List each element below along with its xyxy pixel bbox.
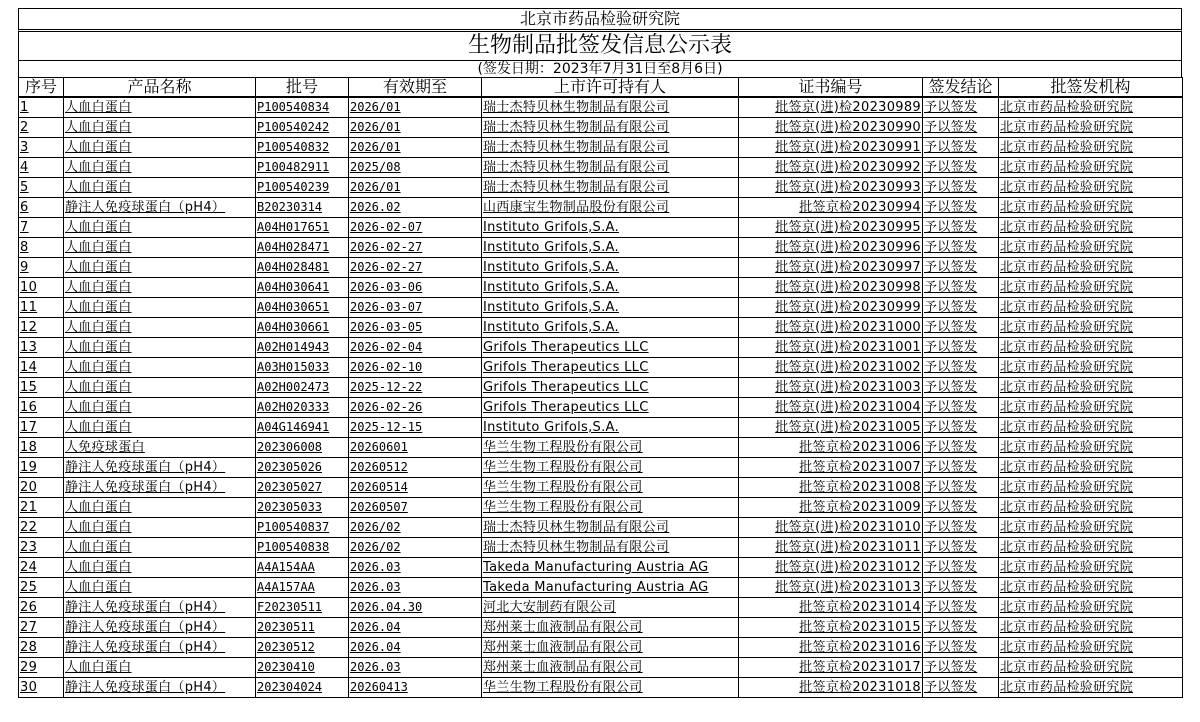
cell-product: 人血白蛋白	[64, 318, 256, 338]
cell-batch: A4A154AA	[256, 558, 349, 578]
col-header-certificate: 证书编号	[739, 78, 923, 98]
cell-expiry: 2026/01	[349, 138, 482, 158]
table-row	[19, 118, 1183, 138]
header-row	[19, 78, 1183, 98]
cell-product: 人血白蛋白	[64, 338, 256, 358]
cell-expiry: 2026-03-06	[349, 278, 482, 298]
cell-batch: A04H030641	[256, 278, 349, 298]
cell-conclusion: 予以签发	[923, 578, 999, 598]
cell-expiry: 2026-02-04	[349, 338, 482, 358]
cell-batch: P100540832	[256, 138, 349, 158]
cell-batch: A4A157AA	[256, 578, 349, 598]
cell-product: 静注人免疫球蛋白（pH4）	[64, 678, 256, 698]
table-row	[19, 538, 1183, 558]
cell-batch: A04H030651	[256, 298, 349, 318]
cell-index: 2	[19, 118, 64, 138]
cell-conclusion: 予以签发	[923, 658, 999, 678]
cell-product: 人免疫球蛋白	[64, 438, 256, 458]
cell-conclusion: 予以签发	[923, 258, 999, 278]
cell-certificate: 批签京(进)检20231003	[739, 378, 923, 398]
cell-batch: P100540837	[256, 518, 349, 538]
col-header-agency: 批签发机构	[999, 78, 1183, 98]
cell-expiry: 20260413	[349, 678, 482, 698]
cell-holder: Instituto Grifols,S.A.	[482, 258, 739, 278]
cell-expiry: 2026/01	[349, 118, 482, 138]
cell-conclusion: 予以签发	[923, 418, 999, 438]
cell-holder: 华兰生物工程股份有限公司	[482, 478, 739, 498]
cell-index: 14	[19, 358, 64, 378]
cell-certificate: 批签京检20231007	[739, 458, 923, 478]
cell-conclusion: 予以签发	[923, 498, 999, 518]
cell-certificate: 批签京检20231018	[739, 678, 923, 698]
table-row	[19, 378, 1183, 398]
cell-conclusion: 予以签发	[923, 378, 999, 398]
cell-batch: B20230314	[256, 198, 349, 218]
table-row	[19, 458, 1183, 478]
cell-conclusion: 予以签发	[923, 478, 999, 498]
cell-certificate: 批签京检20230994	[739, 198, 923, 218]
cell-holder: Instituto Grifols,S.A.	[482, 298, 739, 318]
page-title: 生物制品批签发信息公示表	[18, 29, 1182, 60]
cell-agency: 北京市药品检验研究院	[999, 638, 1183, 658]
cell-agency: 北京市药品检验研究院	[999, 498, 1183, 518]
cell-product: 人血白蛋白	[64, 358, 256, 378]
cell-holder: 瑞士杰特贝林生物制品有限公司	[482, 97, 739, 118]
table-row	[19, 518, 1183, 538]
cell-expiry: 2026-02-07	[349, 218, 482, 238]
cell-holder: Grifols Therapeutics LLC	[482, 358, 739, 378]
cell-product: 静注人免疫球蛋白（pH4）	[64, 458, 256, 478]
cell-agency: 北京市药品检验研究院	[999, 318, 1183, 338]
cell-product: 人血白蛋白	[64, 178, 256, 198]
cell-certificate: 批签京(进)检20230996	[739, 238, 923, 258]
cell-holder: 郑州莱士血液制品有限公司	[482, 658, 739, 678]
cell-index: 7	[19, 218, 64, 238]
cell-index: 27	[19, 618, 64, 638]
cell-holder: Instituto Grifols,S.A.	[482, 238, 739, 258]
cell-index: 4	[19, 158, 64, 178]
cell-index: 9	[19, 258, 64, 278]
cell-expiry: 2026/02	[349, 538, 482, 558]
cell-holder: 华兰生物工程股份有限公司	[482, 458, 739, 478]
cell-batch: 202306008	[256, 438, 349, 458]
cell-agency: 北京市药品检验研究院	[999, 118, 1183, 138]
cell-holder: 河北大安制药有限公司	[482, 598, 739, 618]
cell-batch: 20230410	[256, 658, 349, 678]
cell-batch: 202305033	[256, 498, 349, 518]
cell-certificate: 批签京检20231015	[739, 618, 923, 638]
table-row	[19, 658, 1183, 678]
table-row	[19, 638, 1183, 658]
table-row	[19, 598, 1183, 618]
cell-certificate: 批签京(进)检20231001	[739, 338, 923, 358]
cell-holder: Grifols Therapeutics LLC	[482, 398, 739, 418]
cell-index: 26	[19, 598, 64, 618]
cell-product: 人血白蛋白	[64, 418, 256, 438]
cell-agency: 北京市药品检验研究院	[999, 97, 1183, 118]
cell-expiry: 2026-03-05	[349, 318, 482, 338]
cell-index: 17	[19, 418, 64, 438]
cell-holder: 瑞士杰特贝林生物制品有限公司	[482, 118, 739, 138]
batch-release-table	[18, 77, 1183, 698]
cell-product: 人血白蛋白	[64, 658, 256, 678]
table-row	[19, 298, 1183, 318]
cell-batch: A02H002473	[256, 378, 349, 398]
cell-conclusion: 予以签发	[923, 298, 999, 318]
cell-index: 28	[19, 638, 64, 658]
cell-certificate: 批签京(进)检20230997	[739, 258, 923, 278]
cell-certificate: 批签京(进)检20231011	[739, 538, 923, 558]
cell-conclusion: 予以签发	[923, 158, 999, 178]
cell-product: 人血白蛋白	[64, 158, 256, 178]
cell-conclusion: 予以签发	[923, 318, 999, 338]
table-row	[19, 97, 1183, 118]
col-header-index: 序号	[19, 78, 64, 98]
cell-certificate: 批签京检20231008	[739, 478, 923, 498]
cell-conclusion: 予以签发	[923, 97, 999, 118]
cell-expiry: 2026.03	[349, 558, 482, 578]
cell-agency: 北京市药品检验研究院	[999, 398, 1183, 418]
cell-index: 25	[19, 578, 64, 598]
cell-product: 静注人免疫球蛋白（pH4）	[64, 618, 256, 638]
cell-expiry: 2026/01	[349, 178, 482, 198]
cell-holder: 郑州莱士血液制品有限公司	[482, 638, 739, 658]
cell-conclusion: 予以签发	[923, 358, 999, 378]
cell-certificate: 批签京(进)检20231010	[739, 518, 923, 538]
cell-index: 16	[19, 398, 64, 418]
cell-batch: A04H030661	[256, 318, 349, 338]
table-row	[19, 218, 1183, 238]
cell-certificate: 批签京(进)检20231002	[739, 358, 923, 378]
cell-conclusion: 予以签发	[923, 178, 999, 198]
cell-expiry: 2026-02-10	[349, 358, 482, 378]
table-row	[19, 498, 1183, 518]
cell-agency: 北京市药品检验研究院	[999, 378, 1183, 398]
cell-expiry: 2026/01	[349, 97, 482, 118]
cell-agency: 北京市药品检验研究院	[999, 478, 1183, 498]
cell-expiry: 2026-02-27	[349, 258, 482, 278]
cell-certificate: 批签京(进)检20231012	[739, 558, 923, 578]
cell-index: 19	[19, 458, 64, 478]
cell-certificate: 批签京(进)检20230991	[739, 138, 923, 158]
cell-index: 22	[19, 518, 64, 538]
cell-batch: 202305027	[256, 478, 349, 498]
cell-batch: P100540239	[256, 178, 349, 198]
cell-batch: P100540834	[256, 97, 349, 118]
cell-conclusion: 予以签发	[923, 618, 999, 638]
col-header-holder: 上市许可持有人	[482, 78, 739, 98]
cell-conclusion: 予以签发	[923, 558, 999, 578]
cell-agency: 北京市药品检验研究院	[999, 518, 1183, 538]
cell-index: 15	[19, 378, 64, 398]
cell-batch: A03H015033	[256, 358, 349, 378]
cell-agency: 北京市药品检验研究院	[999, 218, 1183, 238]
cell-index: 12	[19, 318, 64, 338]
table-row	[19, 258, 1183, 278]
table-row	[19, 398, 1183, 418]
cell-agency: 北京市药品检验研究院	[999, 458, 1183, 478]
cell-batch: 202305026	[256, 458, 349, 478]
table-row	[19, 158, 1183, 178]
table-row	[19, 558, 1183, 578]
col-header-conclusion: 签发结论	[923, 78, 999, 98]
cell-holder: Grifols Therapeutics LLC	[482, 338, 739, 358]
cell-conclusion: 予以签发	[923, 458, 999, 478]
cell-expiry: 20260507	[349, 498, 482, 518]
cell-holder: 山西康宝生物制品股份有限公司	[482, 198, 739, 218]
cell-batch: F20230511	[256, 598, 349, 618]
col-header-expiry: 有效期至	[349, 78, 482, 98]
cell-certificate: 批签京(进)检20231005	[739, 418, 923, 438]
table-row	[19, 178, 1183, 198]
cell-conclusion: 予以签发	[923, 678, 999, 698]
cell-product: 静注人免疫球蛋白（pH4）	[64, 198, 256, 218]
cell-certificate: 批签京(进)检20230998	[739, 278, 923, 298]
cell-certificate: 批签京(进)检20231000	[739, 318, 923, 338]
cell-index: 29	[19, 658, 64, 678]
cell-certificate: 批签京(进)检20230992	[739, 158, 923, 178]
table-row	[19, 198, 1183, 218]
cell-holder: Takeda Manufacturing Austria AG	[482, 578, 739, 598]
cell-index: 20	[19, 478, 64, 498]
cell-product: 人血白蛋白	[64, 498, 256, 518]
cell-agency: 北京市药品检验研究院	[999, 558, 1183, 578]
cell-holder: 瑞士杰特贝林生物制品有限公司	[482, 518, 739, 538]
cell-expiry: 2026.03	[349, 658, 482, 678]
cell-expiry: 20260514	[349, 478, 482, 498]
cell-index: 13	[19, 338, 64, 358]
cell-certificate: 批签京(进)检20230999	[739, 298, 923, 318]
cell-holder: 瑞士杰特贝林生物制品有限公司	[482, 138, 739, 158]
spreadsheet	[18, 8, 1182, 698]
cell-agency: 北京市药品检验研究院	[999, 658, 1183, 678]
cell-agency: 北京市药品检验研究院	[999, 678, 1183, 698]
cell-product: 人血白蛋白	[64, 518, 256, 538]
date-range: (签发日期：2023年7月31日至8月6日)	[18, 60, 1182, 77]
table-row	[19, 338, 1183, 358]
cell-product: 人血白蛋白	[64, 398, 256, 418]
cell-holder: Instituto Grifols,S.A.	[482, 418, 739, 438]
cell-holder: 郑州莱士血液制品有限公司	[482, 618, 739, 638]
cell-batch: P100540242	[256, 118, 349, 138]
col-header-product: 产品名称	[64, 78, 256, 98]
cell-agency: 北京市药品检验研究院	[999, 278, 1183, 298]
table-row	[19, 278, 1183, 298]
cell-certificate: 批签京(进)检20230993	[739, 178, 923, 198]
cell-expiry: 20260512	[349, 458, 482, 478]
table-row	[19, 478, 1183, 498]
cell-batch: A04G146941	[256, 418, 349, 438]
cell-conclusion: 予以签发	[923, 218, 999, 238]
cell-holder: 瑞士杰特贝林生物制品有限公司	[482, 178, 739, 198]
cell-product: 人血白蛋白	[64, 138, 256, 158]
cell-product: 人血白蛋白	[64, 538, 256, 558]
cell-certificate: 批签京检20231017	[739, 658, 923, 678]
cell-expiry: 2025/08	[349, 158, 482, 178]
cell-product: 人血白蛋白	[64, 298, 256, 318]
cell-expiry: 2025-12-22	[349, 378, 482, 398]
cell-product: 人血白蛋白	[64, 218, 256, 238]
table-row	[19, 138, 1183, 158]
cell-product: 人血白蛋白	[64, 97, 256, 118]
institute-title: 北京市药品检验研究院	[18, 8, 1182, 29]
cell-holder: Instituto Grifols,S.A.	[482, 318, 739, 338]
cell-expiry: 2026-03-07	[349, 298, 482, 318]
cell-index: 30	[19, 678, 64, 698]
table-row	[19, 318, 1183, 338]
cell-agency: 北京市药品检验研究院	[999, 258, 1183, 278]
table-row	[19, 678, 1183, 698]
cell-holder: 华兰生物工程股份有限公司	[482, 678, 739, 698]
cell-batch: A04H028471	[256, 238, 349, 258]
cell-agency: 北京市药品检验研究院	[999, 338, 1183, 358]
cell-batch: A02H020333	[256, 398, 349, 418]
cell-expiry: 2025-12-15	[349, 418, 482, 438]
table-body	[19, 97, 1183, 698]
cell-holder: 瑞士杰特贝林生物制品有限公司	[482, 158, 739, 178]
cell-expiry: 2026.04	[349, 618, 482, 638]
cell-agency: 北京市药品检验研究院	[999, 598, 1183, 618]
cell-batch: 202304024	[256, 678, 349, 698]
cell-batch: 20230512	[256, 638, 349, 658]
cell-expiry: 20260601	[349, 438, 482, 458]
cell-conclusion: 予以签发	[923, 598, 999, 618]
cell-expiry: 2026-02-26	[349, 398, 482, 418]
cell-batch: 20230511	[256, 618, 349, 638]
cell-conclusion: 予以签发	[923, 138, 999, 158]
cell-agency: 北京市药品检验研究院	[999, 238, 1183, 258]
cell-agency: 北京市药品检验研究院	[999, 538, 1183, 558]
cell-agency: 北京市药品检验研究院	[999, 578, 1183, 598]
cell-product: 人血白蛋白	[64, 258, 256, 278]
cell-holder: Instituto Grifols,S.A.	[482, 218, 739, 238]
cell-agency: 北京市药品检验研究院	[999, 198, 1183, 218]
cell-certificate: 批签京检20231014	[739, 598, 923, 618]
cell-index: 5	[19, 178, 64, 198]
cell-certificate: 批签京检20231009	[739, 498, 923, 518]
cell-product: 人血白蛋白	[64, 118, 256, 138]
cell-expiry: 2026.02	[349, 198, 482, 218]
cell-index: 18	[19, 438, 64, 458]
cell-batch: A04H028481	[256, 258, 349, 278]
cell-agency: 北京市药品检验研究院	[999, 358, 1183, 378]
table-row	[19, 358, 1183, 378]
table-row	[19, 418, 1183, 438]
cell-batch: P100540838	[256, 538, 349, 558]
cell-conclusion: 予以签发	[923, 398, 999, 418]
cell-index: 24	[19, 558, 64, 578]
cell-agency: 北京市药品检验研究院	[999, 158, 1183, 178]
table-row	[19, 238, 1183, 258]
cell-agency: 北京市药品检验研究院	[999, 438, 1183, 458]
cell-certificate: 批签京(进)检20230995	[739, 218, 923, 238]
cell-conclusion: 予以签发	[923, 338, 999, 358]
cell-conclusion: 予以签发	[923, 118, 999, 138]
cell-conclusion: 予以签发	[923, 538, 999, 558]
cell-conclusion: 予以签发	[923, 638, 999, 658]
cell-conclusion: 予以签发	[923, 278, 999, 298]
cell-product: 静注人免疫球蛋白（pH4）	[64, 598, 256, 618]
cell-holder: 华兰生物工程股份有限公司	[482, 498, 739, 518]
cell-holder: 瑞士杰特贝林生物制品有限公司	[482, 538, 739, 558]
table-row	[19, 438, 1183, 458]
cell-agency: 北京市药品检验研究院	[999, 298, 1183, 318]
cell-expiry: 2026-02-27	[349, 238, 482, 258]
cell-agency: 北京市药品检验研究院	[999, 138, 1183, 158]
cell-product: 人血白蛋白	[64, 378, 256, 398]
cell-product: 人血白蛋白	[64, 278, 256, 298]
cell-expiry: 2026/02	[349, 518, 482, 538]
cell-agency: 北京市药品检验研究院	[999, 178, 1183, 198]
cell-product: 人血白蛋白	[64, 238, 256, 258]
cell-holder: Instituto Grifols,S.A.	[482, 278, 739, 298]
cell-conclusion: 予以签发	[923, 518, 999, 538]
cell-index: 23	[19, 538, 64, 558]
cell-index: 10	[19, 278, 64, 298]
cell-conclusion: 予以签发	[923, 438, 999, 458]
cell-index: 6	[19, 198, 64, 218]
cell-index: 8	[19, 238, 64, 258]
cell-batch: A04H017651	[256, 218, 349, 238]
table-row	[19, 578, 1183, 598]
cell-holder: Takeda Manufacturing Austria AG	[482, 558, 739, 578]
cell-expiry: 2026.04	[349, 638, 482, 658]
cell-batch: A02H014943	[256, 338, 349, 358]
cell-certificate: 批签京(进)检20230989	[739, 97, 923, 118]
cell-holder: 华兰生物工程股份有限公司	[482, 438, 739, 458]
cell-certificate: 批签京检20231006	[739, 438, 923, 458]
cell-agency: 北京市药品检验研究院	[999, 618, 1183, 638]
cell-index: 1	[19, 97, 64, 118]
table-row	[19, 618, 1183, 638]
cell-index: 3	[19, 138, 64, 158]
cell-certificate: 批签京检20231016	[739, 638, 923, 658]
cell-product: 静注人免疫球蛋白（pH4）	[64, 478, 256, 498]
cell-holder: Grifols Therapeutics LLC	[482, 378, 739, 398]
cell-certificate: 批签京(进)检20231013	[739, 578, 923, 598]
cell-index: 21	[19, 498, 64, 518]
cell-conclusion: 予以签发	[923, 198, 999, 218]
cell-conclusion: 予以签发	[923, 238, 999, 258]
cell-certificate: 批签京(进)检20230990	[739, 118, 923, 138]
cell-index: 11	[19, 298, 64, 318]
cell-product: 人血白蛋白	[64, 558, 256, 578]
cell-product: 静注人免疫球蛋白（pH4）	[64, 638, 256, 658]
cell-expiry: 2026.04.30	[349, 598, 482, 618]
cell-batch: P100482911	[256, 158, 349, 178]
cell-product: 人血白蛋白	[64, 578, 256, 598]
cell-certificate: 批签京(进)检20231004	[739, 398, 923, 418]
col-header-batch: 批号	[256, 78, 349, 98]
cell-expiry: 2026.03	[349, 578, 482, 598]
cell-agency: 北京市药品检验研究院	[999, 418, 1183, 438]
